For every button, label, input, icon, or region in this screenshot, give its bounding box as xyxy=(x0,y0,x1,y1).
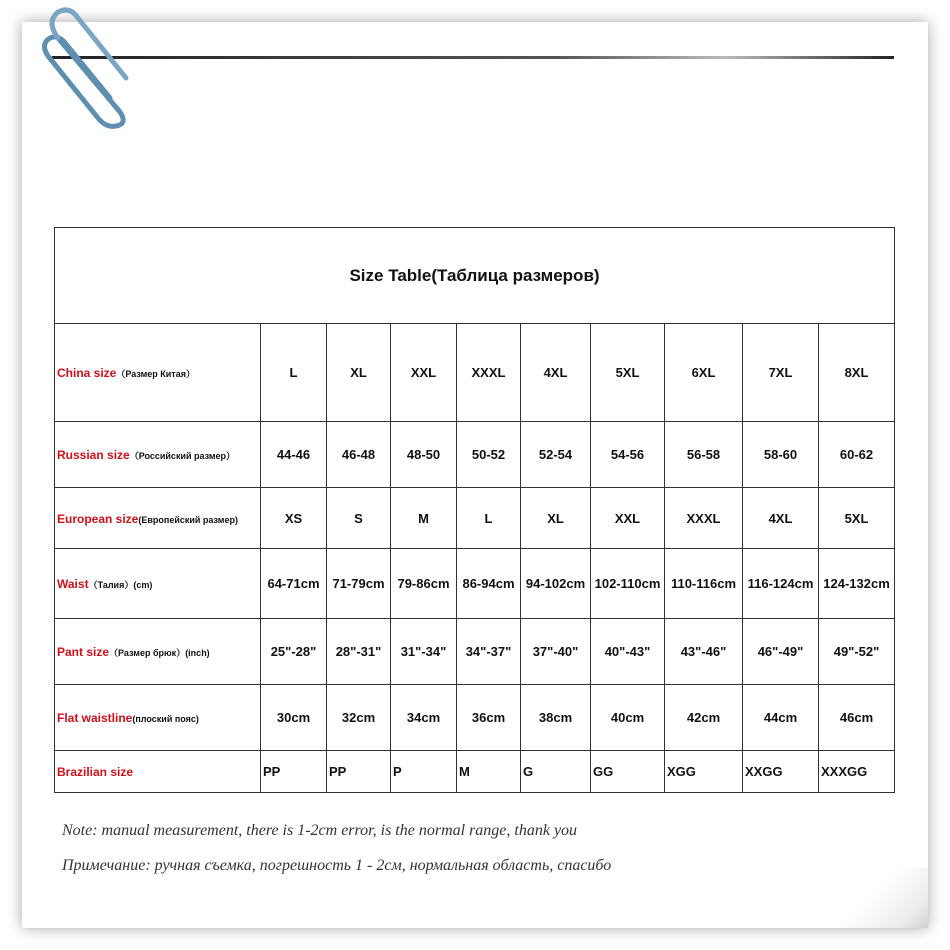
row-label-ru: (плоский пояс) xyxy=(132,714,199,724)
row-label xyxy=(55,685,261,751)
table-cell: 44cm xyxy=(743,685,819,751)
row-label xyxy=(55,751,261,793)
table-cell: 5XL xyxy=(591,324,665,422)
table-cell: XL xyxy=(521,488,591,549)
row-label xyxy=(55,324,261,422)
table-cell: L xyxy=(457,488,521,549)
top-divider-line xyxy=(52,56,894,59)
row-label-en: Flat waistline xyxy=(57,711,133,725)
table-cell: XXL xyxy=(591,488,665,549)
table-cell: 44-46 xyxy=(261,422,327,488)
paperclip-icon xyxy=(28,0,138,130)
paper-curl xyxy=(838,868,928,928)
table-cell: XXL xyxy=(391,324,457,422)
table-cell: 71-79cm xyxy=(327,549,391,619)
row-label-en: Brazilian size xyxy=(57,765,134,779)
table-cell: 34cm xyxy=(391,685,457,751)
table-row xyxy=(55,549,895,619)
table-cell: 36cm xyxy=(457,685,521,751)
row-label-ru: （Российский размер） xyxy=(129,451,236,461)
table-cell: 4XL xyxy=(521,324,591,422)
table-cell: XS xyxy=(261,488,327,549)
note-english: Note: manual measurement, there is 1-2cm error, is the normal range, thank you xyxy=(62,822,578,839)
row-label xyxy=(55,549,261,619)
table-cell: PP xyxy=(327,751,391,793)
table-cell: 34"-37" xyxy=(457,619,521,685)
table-cell: M xyxy=(391,488,457,549)
table-cell: 102-110cm xyxy=(591,549,665,619)
table-cell: M xyxy=(457,751,521,793)
table-cell: 40cm xyxy=(591,685,665,751)
row-label-en: Pant size xyxy=(57,645,110,659)
table-cell: 7XL xyxy=(743,324,819,422)
table-row xyxy=(55,488,895,549)
table-cell: 49"-52" xyxy=(819,619,895,685)
size-table xyxy=(54,227,895,793)
row-label xyxy=(55,422,261,488)
table-cell: 52-54 xyxy=(521,422,591,488)
table-cell: P xyxy=(391,751,457,793)
table-cell: 94-102cm xyxy=(521,549,591,619)
table-cell: 64-71cm xyxy=(261,549,327,619)
table-cell: 110-116cm xyxy=(665,549,743,619)
table-cell: 48-50 xyxy=(391,422,457,488)
row-label-ru: (Европейский размер) xyxy=(138,514,238,525)
table-cell: 46"-49" xyxy=(743,619,819,685)
table-cell: G xyxy=(521,751,591,793)
row-label-en: European size xyxy=(57,511,139,526)
table-cell: XXXGG xyxy=(819,751,895,793)
table-cell: XXGG xyxy=(743,751,819,793)
table-cell: 42cm xyxy=(665,685,743,751)
row-label xyxy=(55,488,261,549)
row-label-en: China size xyxy=(57,366,117,380)
table-row xyxy=(55,619,895,685)
table-cell: 31"-34" xyxy=(391,619,457,685)
table-cell: 5XL xyxy=(819,488,895,549)
table-cell: XXXL xyxy=(457,324,521,422)
table-cell: S xyxy=(327,488,391,549)
table-cell: 40"-43" xyxy=(591,619,665,685)
table-cell: XL xyxy=(327,324,391,422)
row-label-ru: （Размер Китая） xyxy=(116,369,195,379)
note-russian: Примечание: ручная съемка, погрешность 1 - 2см, нормальная область, спасибо xyxy=(62,857,612,874)
table-cell: 28"-31" xyxy=(327,619,391,685)
table-cell: L xyxy=(261,324,327,422)
table-cell: 79-86cm xyxy=(391,549,457,619)
table-cell: 46cm xyxy=(819,685,895,751)
row-label-en: Russian size xyxy=(57,448,130,462)
row-label xyxy=(55,619,261,685)
table-cell: 6XL xyxy=(665,324,743,422)
table-row xyxy=(55,751,895,793)
table-cell: 30cm xyxy=(261,685,327,751)
table-cell: XXXL xyxy=(665,488,743,549)
table-cell: 43"-46" xyxy=(665,619,743,685)
table-cell: 46-48 xyxy=(327,422,391,488)
table-cell: 116-124cm xyxy=(743,549,819,619)
table-cell: GG xyxy=(591,751,665,793)
table-title: Size Table(Таблица размеров) xyxy=(55,228,895,324)
table-cell: 56-58 xyxy=(665,422,743,488)
table-cell: 37"-40" xyxy=(521,619,591,685)
row-label-en: Waist xyxy=(57,577,89,591)
table-cell: 38cm xyxy=(521,685,591,751)
table-row xyxy=(55,324,895,422)
row-label-ru: （Талия）(cm) xyxy=(88,580,153,590)
table-row xyxy=(55,422,895,488)
table-cell: 54-56 xyxy=(591,422,665,488)
table-row xyxy=(55,685,895,751)
table-cell: 25"-28" xyxy=(261,619,327,685)
table-cell: 32cm xyxy=(327,685,391,751)
table-cell: 50-52 xyxy=(457,422,521,488)
row-label-ru: （Размер брюк）(inch) xyxy=(109,648,210,658)
table-cell: 4XL xyxy=(743,488,819,549)
table-cell: 58-60 xyxy=(743,422,819,488)
table-cell: 8XL xyxy=(819,324,895,422)
table-cell: 124-132cm xyxy=(819,549,895,619)
table-cell: PP xyxy=(261,751,327,793)
table-cell: 60-62 xyxy=(819,422,895,488)
table-cell: 86-94cm xyxy=(457,549,521,619)
table-cell: XGG xyxy=(665,751,743,793)
